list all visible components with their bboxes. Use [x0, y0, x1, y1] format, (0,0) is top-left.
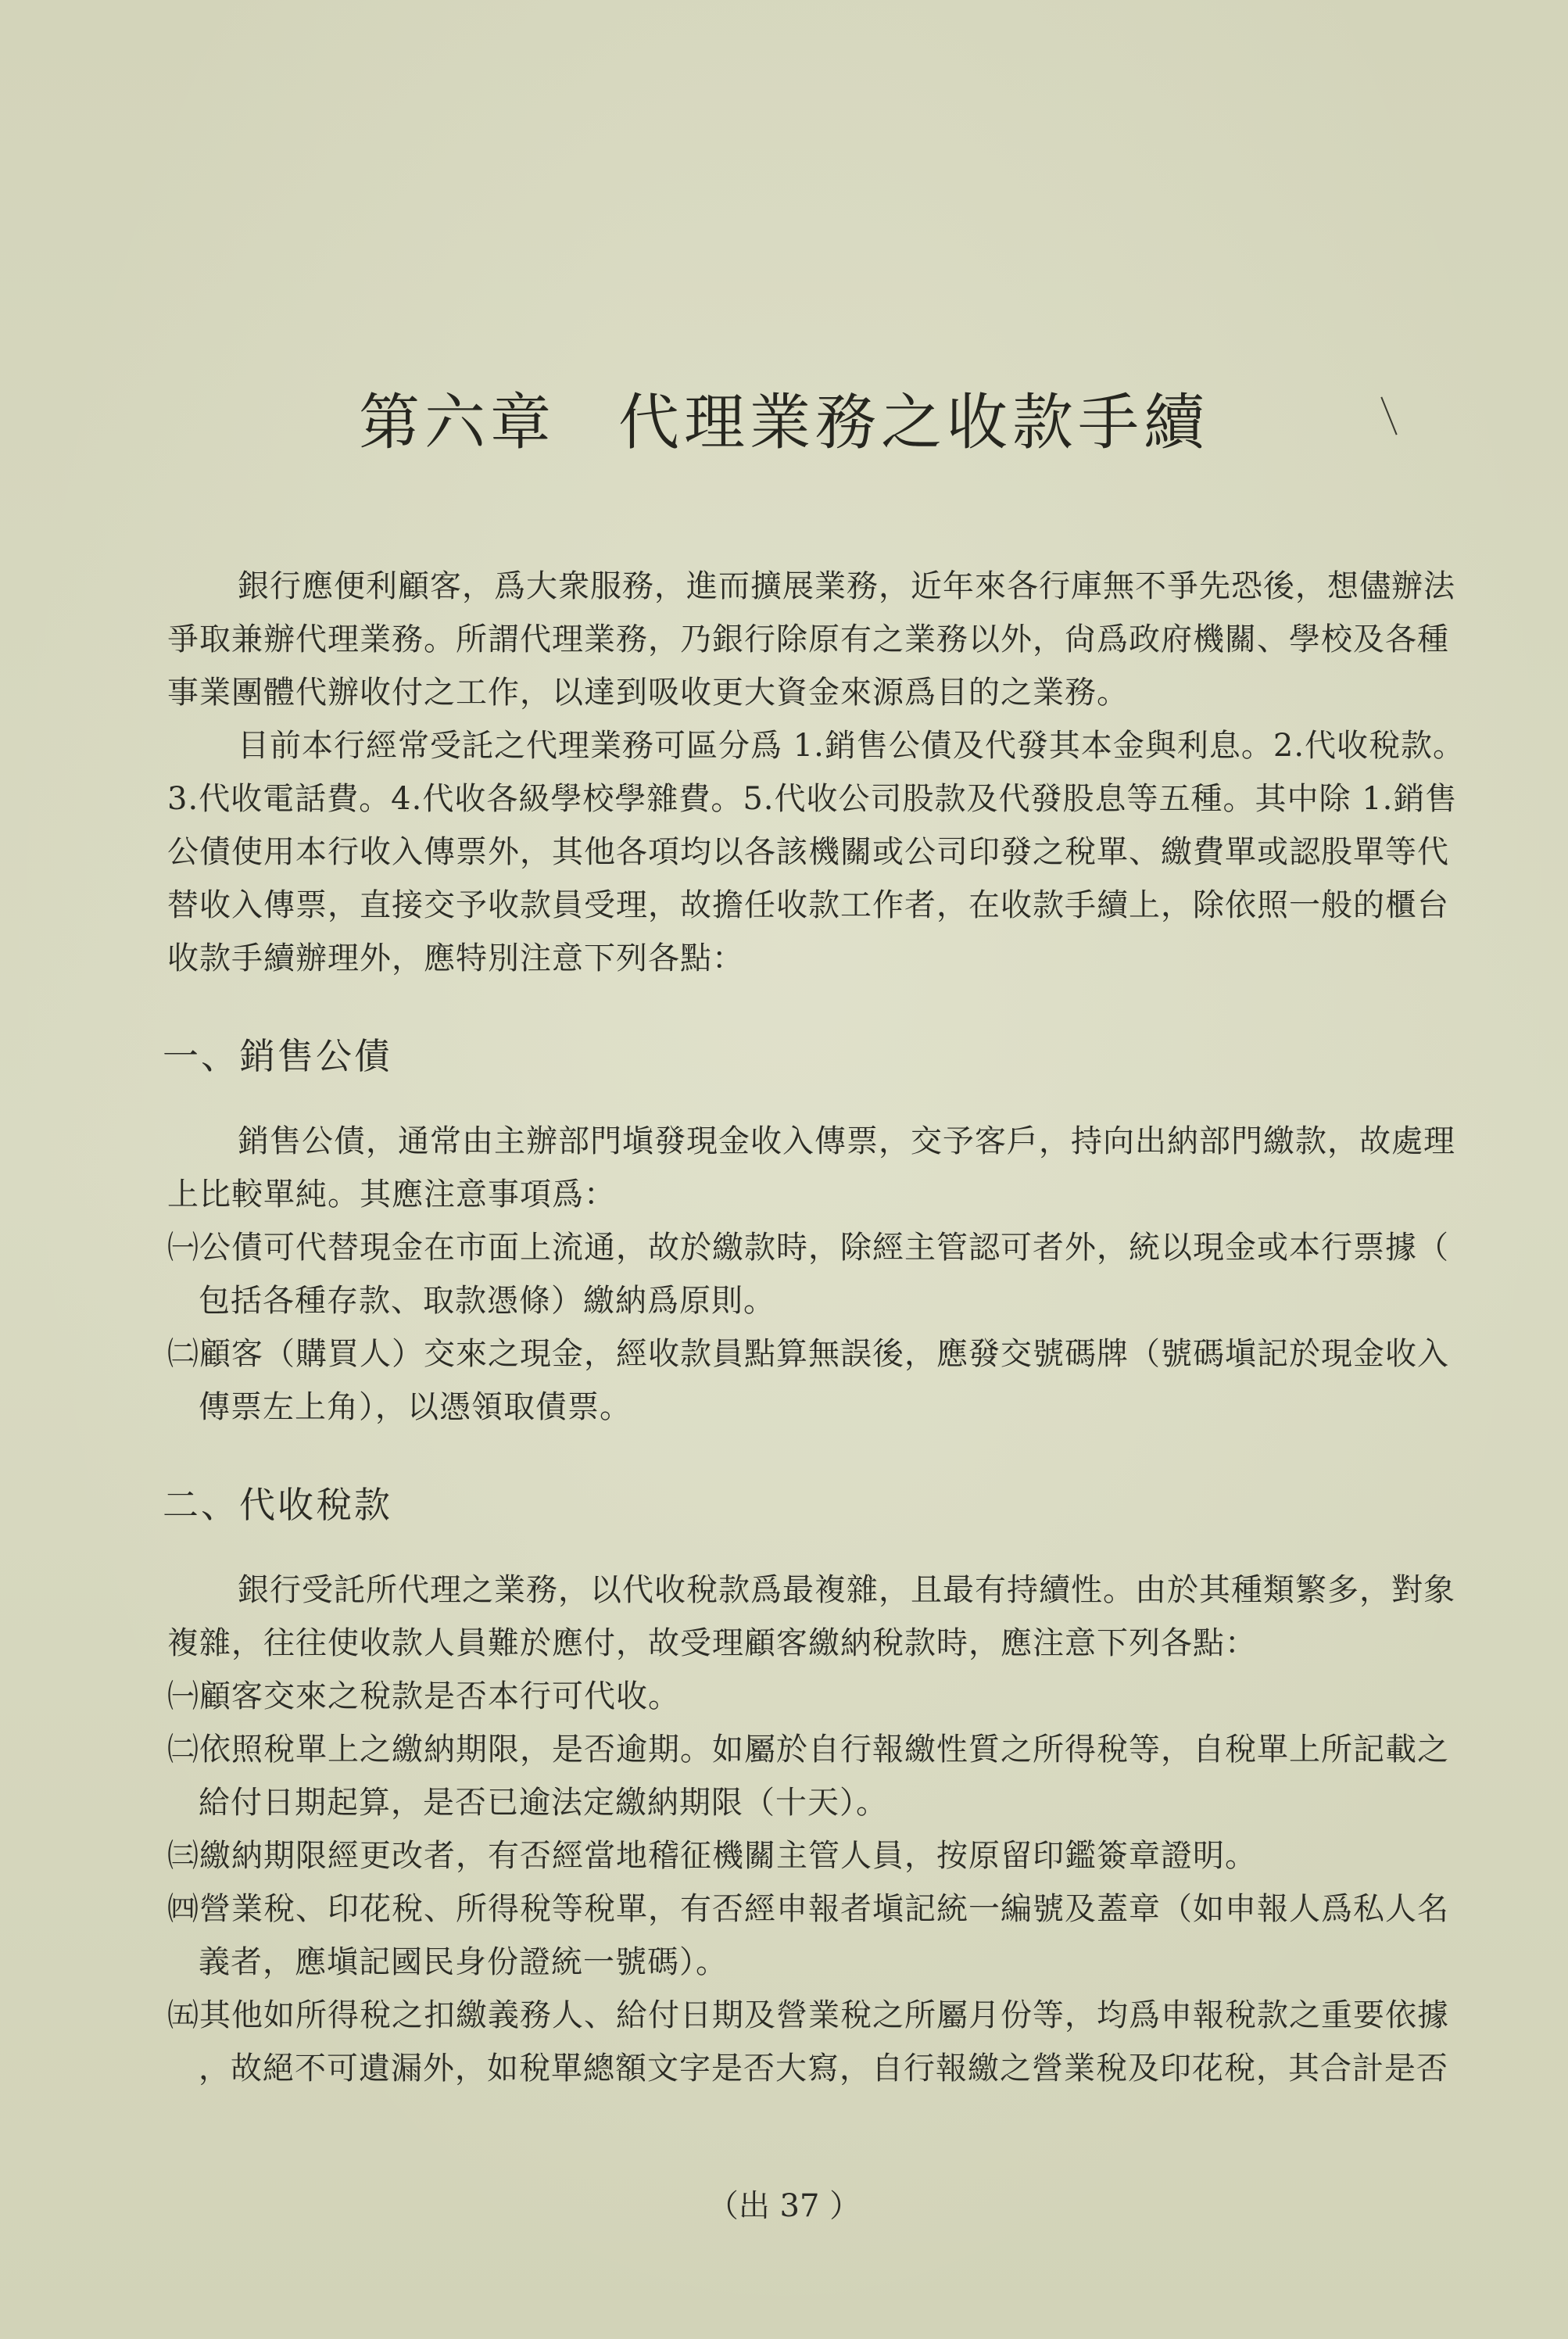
list-item: ㈠顧客交來之稅款是否本行可代收。 [167, 1678, 680, 1714]
list-item: ㈢繳納期限經更改者，有否經當地稽征機關主管人員，按原留印鑑簽章證明。 [167, 1838, 1257, 1874]
paragraph-line: 複雜，往往使收款人員難於應付，故受理顧客繳納稅款時，應注意下列各點： [167, 1625, 1257, 1661]
list-item: ㈣營業稅、印花稅、所得稅等稅單，有否經申報者塡記統一編號及蓋章（如申報人爲私人名 [167, 1891, 1449, 1927]
chapter-title [0, 374, 1568, 461]
paragraph-line: 3.代收電話費。4.代收各級學校學雜費。5.代收公司股款及代發股息等五種。其中除 1.銷售 [167, 781, 1458, 817]
list-item: ㈠公債可代替現金在市面上流通，故於繳款時，除經主管認可者外，統以現金或本行票據（ [167, 1230, 1449, 1266]
paragraph-line: 銷售公債，通常由主辦部門塡發現金收入傳票，交予客戶，持向出納部門繳款，故處理 [238, 1123, 1455, 1159]
list-item-continued: 傳票左上角），以憑領取債票。 [199, 1389, 632, 1425]
paragraph-line: 目前本行經常受託之代理業務可區分爲 1.銷售公債及代發其本金與利息。2.代收稅款。 [238, 728, 1466, 764]
document-body [163, 567, 1466, 2102]
paragraph-line: 爭取兼辦代理業務。所謂代理業務，乃銀行除原有之業務以外，尙爲政府機關、學校及各種 [167, 621, 1449, 657]
paragraph-line: 公債使用本行收入傳票外，其他各項均以各該機關或公司印發之稅單、繳費單或認股單等代 [167, 834, 1449, 870]
list-item-continued: 義者，應塡記國民身份證統一號碼）。 [199, 1944, 728, 1980]
list-item-continued: ，故絕不可遺漏外，如稅單總額文字是否大寫，自行報繳之營業稅及印花稅，其合計是否 [199, 2051, 1448, 2086]
paragraph-line: 銀行受託所代理之業務，以代收稅款爲最複雜，且最有持續性。由於其種類繁多，對象 [238, 1572, 1455, 1608]
page-number: （出 37 ） [707, 2188, 861, 2224]
list-item-continued: 給付日期起算，是否已逾法定繳納期限（十天）。 [199, 1785, 888, 1821]
list-item: ㈡依照稅單上之繳納期限，是否逾期。如屬於自行報繳性質之所得稅等，自稅單上所記載之 [167, 1732, 1449, 1768]
paragraph-line: 上比較單純。其應注意事項爲： [167, 1177, 616, 1212]
chapter-number: 第六章 [358, 388, 556, 458]
chapter-name: 代理業務之收款手續 [618, 388, 1210, 458]
paragraph-line: 事業團體代辦收付之工作，以達到吸收更大資金來源爲目的之業務。 [167, 675, 1129, 711]
paragraph-line: 替收入傳票，直接交予收款員受理，故擔任收款工作者，在收款手續上，除依照一般的櫃台 [167, 887, 1449, 923]
paragraph-line: 銀行應便利顧客，爲大衆服務，進而擴展業務，近年來各行庫無不爭先恐後，想儘辦法 [238, 568, 1455, 604]
list-item: ㈡顧客（購買人）交來之現金，經收款員點算無誤後，應發交號碼牌（號碼塡記於現金收入 [167, 1336, 1449, 1372]
paragraph-line: 收款手續辦理外，應特別注意下列各點： [167, 940, 744, 976]
section-heading: 二、代收稅款 [163, 1484, 392, 1526]
section-heading: 一、銷售公債 [163, 1035, 392, 1077]
list-item: ㈤其他如所得稅之扣繳義務人、給付日期及營業稅之所屬月份等，均爲申報稅款之重要依據 [167, 1997, 1449, 2033]
list-item-continued: 包括各種存款、取款憑條）繳納爲原則。 [199, 1283, 775, 1319]
